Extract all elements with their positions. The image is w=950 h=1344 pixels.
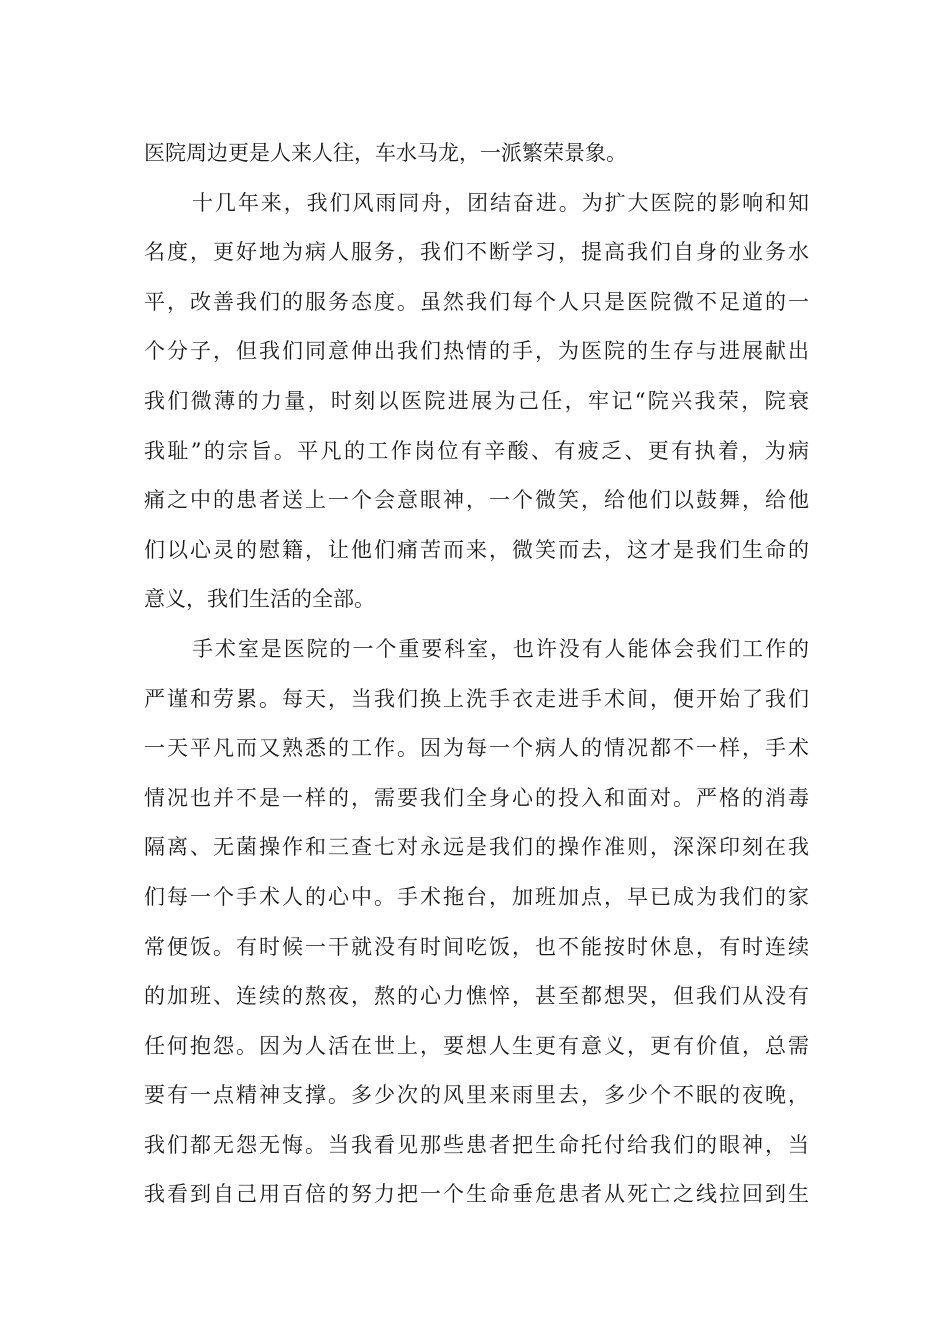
text-line: 隔离、无菌操作和三查七对永远是我们的操作准则，深深印刻在我	[144, 835, 809, 860]
text-line: 我看到自己用百倍的努力把一个生命垂危患者从死亡之线拉回到生	[144, 1182, 809, 1207]
text-line: 任何抱怨。因为人活在世上，要想人生更有意义，更有价值，总需	[144, 1033, 809, 1058]
paragraph-first-line: 手术室是医院的一个重要科室，也许没有人能体会我们工作的	[192, 636, 809, 661]
text-line: 们以心灵的慰籍，让他们痛苦而来，微笑而去，这才是我们生命的	[144, 537, 809, 562]
text-line: 常便饭。有时候一干就没有时间吃饭，也不能按时休息，有时连续	[144, 934, 809, 959]
text-line: 医院周边更是人来人往，车水马龙，一派繁荣景象。	[144, 141, 627, 165]
text-line: 我们都无怨无悔。当我看见那些患者把生命托付给我们的眼神，当	[144, 1132, 809, 1157]
text-line: 要有一点精神支撑。多少次的风里来雨里去，多少个不眠的夜晚，	[144, 1083, 809, 1108]
text-line: 痛之中的患者送上一个会意眼神，一个微笑，给他们以鼓舞，给他	[144, 488, 809, 513]
text-line: 严谨和劳累。每天，当我们换上洗手衣走进手术间，便开始了我们	[144, 686, 809, 711]
text-line: 一天平凡而又熟悉的工作。因为每一个病人的情况都不一样，手术	[144, 736, 809, 761]
text-line: 个分子，但我们同意伸出我们热情的手，为医院的生存与进展献出	[144, 339, 809, 364]
text-line: 名度，更好地为病人服务，我们不断学习，提高我们自身的业务水	[144, 240, 809, 265]
text-line: 平，改善我们的服务态度。虽然我们每个人只是医院微不足道的一	[144, 289, 809, 314]
text-line: 们每一个手术人的心中。手术拖台，加班加点，早已成为我们的家	[144, 884, 809, 909]
text-line: 我们微薄的力量，时刻以医院进展为己任，牢记“院兴我荣，院衰	[144, 388, 809, 413]
text-line: 的加班、连续的熬夜，熬的心力憔悴，甚至都想哭，但我们从没有	[144, 984, 809, 1009]
text-line: 意义，我们生活的全部。	[144, 587, 375, 612]
text-line: 我耻”的宗旨。平凡的工作岗位有辛酸、有疲乏、更有执着，为病	[144, 438, 809, 463]
paragraph-first-line: 十几年来，我们风雨同舟，团结奋进。为扩大医院的影响和知	[192, 190, 809, 215]
body-text	[144, 129, 809, 1220]
text-line: 情况也并不是一样的，需要我们全身心的投入和面对。严格的消毒	[144, 785, 809, 810]
